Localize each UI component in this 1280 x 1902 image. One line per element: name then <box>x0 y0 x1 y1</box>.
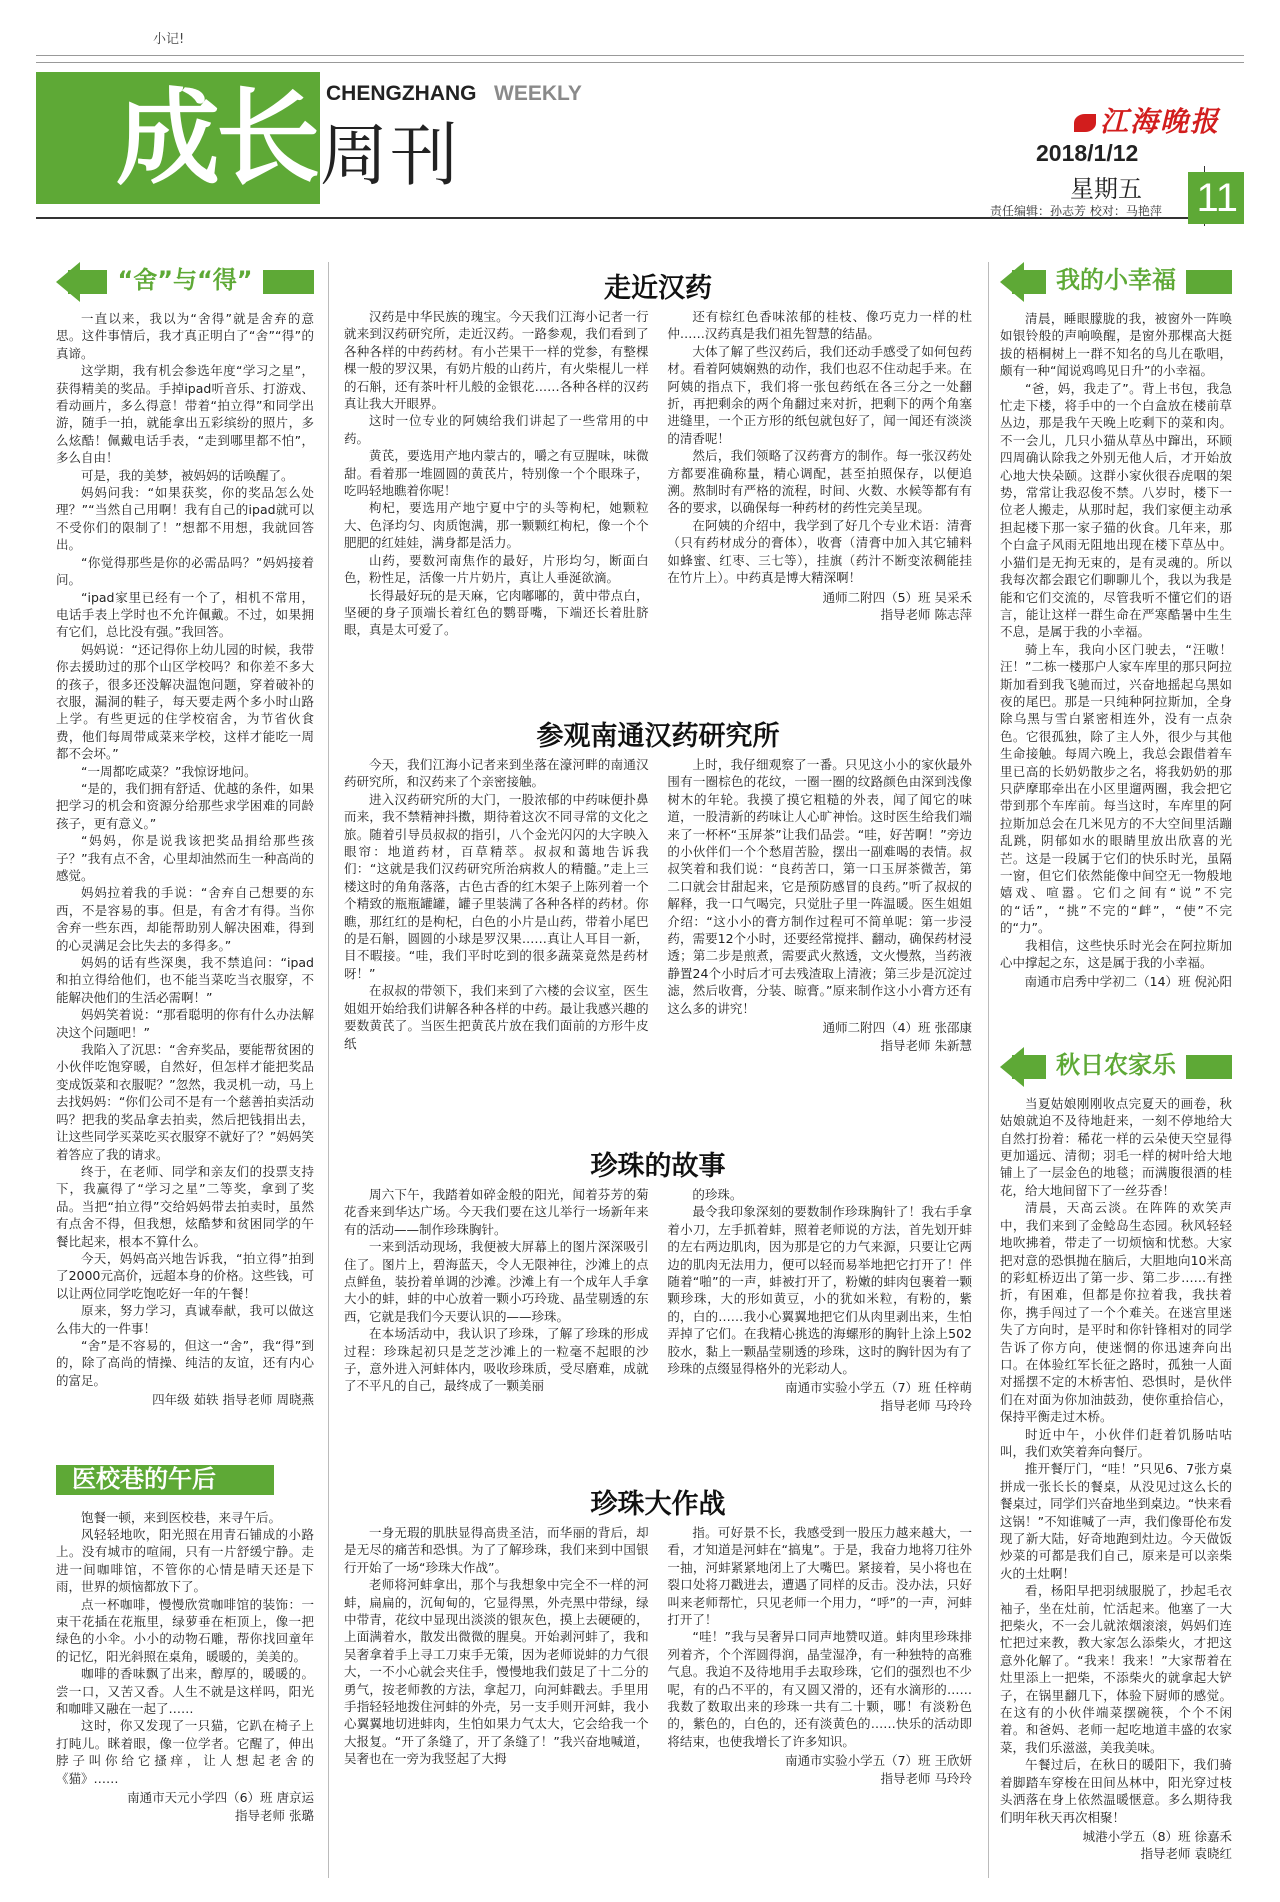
paragraph: 清晨，天高云淡。在阵阵的欢笑声中，我们来到了金鲶岛生态园。秋风轻轻地吹拂着，带走了一切烦恼和忧愁。大家把对意的恐惧抛在脑后，大胆地向10米高的彩虹桥迈出了第一步、第二步……有挫折，有困难，但都是你拉着我，我扶着你，携手闯过了一个个难关。在迷宫里迷失了方向时，是平时和你针锋相对的同学告诉了你方向，使迷惘的你迅速奔向出口。在体验红军长征之路时，孤独一人面对摇摆不定的木桥害怕、恐惧时，是伙伴们在对面为你加油鼓劲，使你重拾信心，保持平衡走过木桥。 <box>1000 1200 1232 1425</box>
paragraph: 推开餐厅门，“哇！”只见6、7张方桌拼成一张长长的餐桌，从没见过这么长的餐桌过，同学们兴奋地坐到桌边。“快来看这锅！”不知谁喊了一声，我们像哥伦布发现了新大陆，好奇地跑到灶边。今天做饭炒菜的可都是我们自己，原来是可以亲柴火的土灶啊！ <box>1000 1461 1232 1581</box>
paragraph: 最令我印象深刻的要数制作珍珠胸针了！我右手拿着小刀，左手抓着蚌，照着老师说的方法，首先划开蚌的左右两边肌肉，因为那是它的力气来源，只要让它两边的肌肉无法用力，便可以轻而易举地把它打开了！伴随着“啪”的一声，蚌被打开了，粉嫩的蚌肉包裹着一颗颗珍珠，大的形如黄豆，小的犹如米粒，有粉的，紫的，白的……我小心翼翼地把它们从肉里剥出来，生怕弄掉了它们。在我精心挑选的海螺形的胸针上涂上502胶水，黏上一颗晶莹剔透的珍珠，这时的胸针因为有了珍珠的点缀显得格外的光彩动人。 <box>667 1204 972 1377</box>
paragraph: 点一杯咖啡，慢慢欣赏咖啡馆的装饰：一束干花插在花瓶里，绿萝垂在柜顶上，像一把绿色的小伞。小小的动物石雕，帮你找回童年的记忆，阳光斜照在桌角，暖暖的，美美的。 <box>56 1596 314 1664</box>
left-column <box>56 262 314 1824</box>
paragraph: 还有棕红色香味浓郁的桂枝、像巧克力一样的杜仲……汉药真是我们祖先智慧的结晶。 <box>667 309 972 342</box>
article-body-right <box>667 1524 972 1787</box>
article-body-right <box>667 756 972 1054</box>
paragraph: 饱餐一顿，来到医校巷，来寻午后。 <box>81 1509 282 1525</box>
masthead-en-part2: WEEKLY <box>494 82 582 105</box>
paragraph: “舍”是不容易的，但这一“舍”，我“得”到的，除了高尚的情操、纯洁的友谊，还有内心的富足。 <box>56 1337 314 1388</box>
article-title <box>1000 1047 1232 1083</box>
article-title <box>56 262 314 298</box>
paragraph: 老师将河蚌拿出，那个与我想象中完全不一样的河蚌，扁扁的，沉甸甸的，它显得黑，外壳黑中带绿，绿中带青，花纹中显现出淡淡的银灰色，摸上去硬硬的，上面满着水，散发出微微的腥臭。开始剥河蚌了，我和吴奢拿着手上寻工刀束手无策，因为老师说蚌的力气很大，一不小心就会夹住手，慢慢地我们鼓足了十二分的勇气，按老师教的方法，拿起刀，向河蚌戳去。手里用手指轻轻地拨住河蚌的外壳，另一支手则开河蚌，我小心翼翼地切进蚌肉，生怕如果力气太大，它会给我一个大报复。“开了条缝了，开了条缝了！”我兴奋地喊道，吴奢也在一旁为我竖起了大拇 <box>344 1577 649 1767</box>
paragraph: 妈妈笑着说：“那看聪明的你有什么办法解决这个问题吧！” <box>56 1007 314 1040</box>
paragraph: 妈妈问我：“如果获奖，你的奖品怎么处理？”“当然自己用啊！我有自己的ipad就可以不受你们的限制了！”想都不用想，我就回答出。 <box>56 485 314 553</box>
section-title-nongjiale <box>1000 1047 1232 1083</box>
newspaper-logo-icon <box>1074 114 1096 132</box>
paragraph: 当夏姑娘刚刚收点完夏天的画卷，秋姑娘就迫不及待地赶来，一刻不停地给大自然打扮着：稀花一样的云朵使天空显得更加遥远、清彻；羽毛一样的树叶给大地铺上了一层金色的地毯；而满腹很酒的桂花，给大地间留下了一丝芬香！ <box>1000 1095 1232 1198</box>
paragraph: 然后，我们领略了汉药膏方的制作。每一张汉药处方都要准确称量，精心调配，甚至拍照保存，以便追溯。熬制时有严格的流程，时间、火数、水候等都有有各的要求，以确保每一种药材的药性完美呈现。 <box>667 448 972 516</box>
paragraph: 今天，妈妈高兴地告诉我，“拍立得”拍到了2000元高价，远超本身的价格。这些钱，可以让两位同学吃饱吃好一年的午餐！ <box>56 1250 314 1301</box>
paragraph: 这学期，我有机会参选年度“学习之星”，获得精美的奖品。手掉ipad听音乐、打游戏、看动画片，多么得意！带着“拍立得”和同学出游，随手一拍，就能拿出五彩缤纷的照片，多么炫酷！佩戴电话手表，“走到哪里都不怕”，多么自由！ <box>56 363 314 466</box>
article-body <box>56 310 314 1389</box>
section-title-xiaoxingfu <box>1000 262 1232 298</box>
masthead-brand: 成长 <box>116 77 317 199</box>
article-signature: 四年级 茹轶 指导老师 周晓燕 <box>152 1392 314 1408</box>
article-body <box>56 1509 314 1788</box>
masthead-en-part1: CHENGZHANG <box>326 82 477 105</box>
masthead <box>36 72 1244 219</box>
article-body-left <box>344 1524 649 1787</box>
paragraph: “ipad家里已经有一个了，相机不常用，电话手表上学时也不允许佩戴。不过，如果拥有它们，总比没有强。”我回答。 <box>56 589 314 640</box>
article-body-right <box>667 308 972 639</box>
paragraph: 妈妈的话有些深奥，我不禁追问：“ipad和拍立得给他们，也不能当菜吃当衣服穿，不能解决他们的生活必需啊！” <box>56 955 314 1005</box>
paragraph: “爸，妈，我走了”。背上书包，我急忙走下楼，将手中的一个白盒放在楼前草丛边，那是我午天晚上吃剩下的菜和肉。不一会儿，几只小猫从草丛中蹿出，环顾四周确认除我之外别无他人后，才开始放心地大快朵颐。这群小家伙很吞虎咽的架势，常常让我忍俊不禁。八岁时，楼下一位老人搬走，从那时起，我们家便主动承担起楼下那一家子猫的伙食。几年来，那个白盒子风雨无阻地出现在楼下草丛中。小猫们是无拘无束的，是有灵魂的。所以我每次都会跟它们聊聊儿个，我以为我是能和它们交流的，尽管我听不懂它们的语言，能让这样一群生命在严寒酷暑中生生不息，是属于我的小幸福。 <box>1000 380 1232 640</box>
article-canguan <box>344 710 972 1140</box>
article-signature: 通师二附四（4）班 张邵康 指导老师 朱新慧 <box>822 1020 972 1053</box>
paragraph: 周六下午，我踏着如碎金般的阳光，闻着芬芳的菊花香来到华达广场。今天我们要在这儿举行一场新年来有的活动——制作珍珠胸针。 <box>344 1187 649 1237</box>
article-columns <box>344 1524 972 1787</box>
issue-date: 2018/1/12 <box>1036 140 1139 166</box>
article-title <box>56 1461 314 1497</box>
editor-line: 责任编辑：孙志芳 校对：马艳萍 <box>990 204 1162 218</box>
section-title-sheyude <box>56 262 314 298</box>
article-body-left <box>344 1186 649 1414</box>
column-divider-right <box>988 262 989 1878</box>
masthead-subtitle: 周刊 <box>320 117 461 196</box>
article-title-text: 我的小幸福 <box>1046 266 1186 294</box>
article-title: 走近汉药 <box>604 273 712 304</box>
article-body-right-text <box>667 1186 972 1377</box>
article-body-right-text <box>667 756 972 1017</box>
article-signature: 通师二附四（5）班 吴采禾 指导老师 陈志萍 <box>822 589 972 622</box>
article-body-left <box>344 308 649 639</box>
article-title-text: “舍”与“得” <box>107 266 262 294</box>
paragraph: 枸杞，要选用产地宁夏中宁的头等枸杞，她颗粒大、色泽均匀、肉质饱满，那一颗颗红枸杞，像一个个肥肥的红娃娃，满身都是活力。 <box>344 500 649 551</box>
column-divider-left <box>328 262 329 1878</box>
article-signature: 城港小学五（8）班 徐嘉禾 指导老师 袁晓红 <box>1082 1828 1232 1862</box>
paragraph: 今天，我们江海小记者来到坐落在濠河畔的南通汉药研究所，和汉药来了个亲密接触。 <box>344 757 649 790</box>
paragraph: 在本场活动中，我认识了珍珠，了解了珍珠的形成过程：珍珠起初只是芝芝沙滩上的一粒毫不起眼的沙子，意外进入河蚌体内，吸收珍珠质，受尽磨难，成就了不平凡的自己，最终成了一颗美丽 <box>344 1326 649 1394</box>
paragraph: 咖啡的香味飘了出来，醇厚的，暖暖的。尝一口，又苦又香。人生不就是这样吗，阳光和咖啡又融在一起了…… <box>56 1666 314 1717</box>
paragraph: 时近中午，小伙伴们赶着饥肠咕咕叫，我们欢笑着奔向餐厅。 <box>1000 1426 1232 1459</box>
paragraph: 黄芪，要选用产地内蒙古的，嚼之有豆腥味，味微甜。看着那一堆圆圆的黄芪片，特别像一个个眼珠子，吃吗轻地瞧着你呢！ <box>344 448 649 499</box>
paragraph: 午餐过后，在秋日的暖阳下，我们骑着脚踏车穿梭在田间丛林中，阳光穿过枝头洒落在身上依然温暖惬意。多么期待我们明年秋天再次相聚！ <box>1000 1757 1232 1825</box>
article-columns <box>344 756 972 1054</box>
newspaper-name: 江海晚报 <box>1099 105 1220 138</box>
header-note: 小记! <box>153 32 185 47</box>
paragraph: 的珍珠。 <box>692 1187 743 1202</box>
article-title: 珍珠大作战 <box>590 1489 726 1520</box>
paragraph: 这时，你又发现了一只猫，它趴在椅子上打盹儿。眯着眼，像一位学者。它醒了，伸出脖子叫你给它搔痒，让人想起老舍的《猫》…… <box>56 1718 314 1786</box>
article-body <box>1000 1095 1232 1826</box>
paragraph: 一身无瑕的肌肤显得高贵圣洁，而华丽的背后，却是无尽的痛苦和恐惧。为了了解珍珠，我们来到中国银行开始了一场“珍珠大作战”。 <box>344 1525 649 1575</box>
paragraph: “哇！”我与吴奢异口同声地赞叹道。蚌肉里珍珠排列着齐，个个浑圆得润，晶莹湿净，有一种独特的高雅气息。我迫不及待地用手去取珍珠，它们的强烈也不少呢，有的凸不平的，有又圆又滑的，还有水滴形的……我数了数取出来的珍珠一共有二十颗，哪！有淡粉色的，紫色的，白色的，还有淡黄色的……快乐的活动即将结束，也使我增长了许多知识。 <box>667 1629 972 1749</box>
paragraph: 风轻轻地吹，阳光照在用青石铺成的小路上。没有城市的喧闹，只有一片舒缓宁静。走进一间咖啡馆，不管你的心情是晴天还是下雨，世界的烦恼都放下了。 <box>56 1527 314 1595</box>
paragraph: 妈妈拉着我的手说：“舍弃自己想要的东西，不是容易的事。但是，有舍才有得。当你舍弃一些东西，却能帮助别人解决困难，得到的心灵满足会比失去的多得多。” <box>56 885 314 953</box>
paragraph: “你觉得那些是你的必需品吗？”妈妈接着问。 <box>56 554 314 588</box>
article-title: 参观南通汉药研究所 <box>536 721 780 752</box>
section-title-yixiaoxiang <box>56 1461 314 1497</box>
paragraph: 清晨，睡眼朦胧的我，被窗外一阵唤如银铃般的声响唤醒，是窗外那棵高大挺拔的梧桐树上一群不知名的鸟儿在歌唱，颇有一种“闻说鸡鸣见日升”的小幸福。 <box>1000 311 1232 379</box>
paragraph: 这时一位专业的阿姨给我们讲起了一些常用的中药。 <box>344 413 649 446</box>
paragraph: 可是，我的美梦，被妈妈的话唤醒了。 <box>81 467 294 483</box>
right-column <box>1000 262 1232 1863</box>
paragraph: 在叔叔的带领下，我们来到了六楼的会议室，医生姐姐开始给我们讲解各种各样的中药。最让我感兴趣的要数黄芪了。当医生把黄芪片放在我们面前的方形牛皮纸 <box>344 983 649 1051</box>
paragraph: 原来，努力学习，真诚奉献，我可以做这么伟大的一件事！ <box>56 1303 314 1336</box>
article-title-text: 秋日农家乐 <box>1046 1051 1186 1079</box>
paragraph: 看，杨阳早把羽绒服脱了，抄起毛衣袖子，坐在灶前，忙活起来。他塞了一大把柴火，不一会儿就浓烟滚滚，妈妈们连忙把过来教，教大家怎么添柴火，才把这意外化解了。“我来！我来！”大家帮着在灶里添上一把柴，不添柴火的就拿起大铲子，在锅里翻几下，体验下厨师的感觉。在这有的小伙伴端菜摆碗筷，个个不闲着。和爸妈、老师一起吃地道丰盛的农家菜，我们乐滋滋，美我美味。 <box>1000 1583 1232 1755</box>
paragraph: 山药，要数河南焦作的最好，片形均匀，断面白色，粉性足，活像一片片奶片，真让人垂涎欲滴。 <box>344 552 649 586</box>
article-signature: 南通市实验小学五（7）班 任梓萌 指导老师 马玲玲 <box>785 1380 972 1413</box>
paragraph: 大体了解了些汉药后，我们还动手感受了如何包药材。看着阿姨娴熟的动作，我们也忍不住动起手来。在阿姨的指点下，我们将一张包药纸在各三分之一处翻折，再把剩余的两个角翻过来对折，把剩下的两个角塞进缝里，一个正方形的纸包就包好了，闻一闻还有淡淡的清香呢！ <box>667 343 972 446</box>
paragraph: 妈妈说：“还记得你上幼儿园的时候，我带你去援助过的那个山区学校吗？和你差不多大的孩子，很多还没解决温饱问题，穿着破补的衣服，漏洞的鞋子，每天要走两个多小时山路上学。有些更远的住学校宿舍，为节省伙食费，他们每周带咸菜来学校，这样才能吃一周都不会坏。” <box>56 641 314 762</box>
newspaper-logo <box>1074 100 1220 140</box>
page-number: 11 <box>1196 176 1238 220</box>
paragraph: “是的，我们拥有舒适、优越的条件，如果把学习的机会和资源分给那些求学困难的同龄孩子，更有意义。” <box>56 780 314 831</box>
article-title-text: 医校巷的午后 <box>72 1464 216 1493</box>
paragraph: 在阿姨的介绍中，我学到了好几个专业术语：清膏（只有药材成分的膏体），收膏（清膏中加入其它辅料如蜂蜜、红枣、三七等），挂旗（药汁不断变浓稠能挂在竹片上）。中药真是博大精深啊！ <box>667 517 972 586</box>
article-columns <box>344 308 972 639</box>
article-zhenzhu-gushi <box>344 1140 972 1470</box>
paragraph: “一周都吃咸菜？”我惊讶地问。 <box>81 763 257 779</box>
article-body-right <box>667 1186 972 1414</box>
article-title: 珍珠的故事 <box>590 1151 726 1182</box>
article-body <box>1000 310 1232 971</box>
paragraph: 我相信，这些快乐时光会在阿拉斯加心中撑起之东，这是属于我的小幸福。 <box>1000 937 1232 971</box>
paragraph: 一来到活动现场，我便被大屏幕上的图片深深吸引住了。图片上，碧海蓝天，令人无限神往，沙滩上的点点鲜鱼，装扮着单调的沙滩。沙滩上有一个成年人手拿大小的蚌，蚌的中心放着一颗小巧玲珑、晶莹剔透的东西，它就是我们今天要认识的——珍珠。 <box>344 1239 649 1324</box>
article-body-right-text <box>667 308 972 587</box>
paragraph: 上时，我仔细观察了一番。只见这小小的家伙最外围有一圈棕色的花纹，一圈一圈的纹路颜色由深到浅像树木的年轮。我摸了摸它粗糙的外表，闻了闻它的味道，一股清新的药味让人心旷神怡。这时医生给我们端来了一杯杯“玉屏茶”让我们品尝。“哇，好苦啊！”旁边的小伙伴们一个个愁眉苦脸，摆出一副难喝的表情。叔叔笑着和我们说：“良药苦口，第一口玉屏茶微苦，第二口就会甘甜起来，它是预防感冒的良药。”听了叔叔的解释，我一口气喝完，只觉肚子里一阵温暖。医生姐姐介绍：“这小小的膏方制作过程可不简单呢：第一步浸药，需要12个小时，还要经常搅拌、翻动，确保药材浸透；第二步是煎煮，需要武火熬透，文火慢熬，当药液静置24个小时后才可去残渣取上清液；第三步是沉淀过滤，然后收膏，分装、晾膏。”原来制作这小小膏方还有这么多的讲究！ <box>667 757 972 1016</box>
paragraph: 指。可好景不长，我感受到一股压力越来越大，一看，才知道是河蚌在“搞鬼”。于是，我奋力地将刀往外一抽，河蚌紧紧地闭上了大嘴巴。紧接着，吴小将也在裂口处将刀戳进去，遭遇了同样的反击。没办法，只好叫来老师帮忙，只见老师一个用力，“呼”的一声，河蚌打开了！ <box>667 1525 972 1628</box>
top-rule <box>36 55 1244 63</box>
article-signature: 南通市实验小学五（7）班 王欣妍 指导老师 马玲玲 <box>785 1753 972 1786</box>
issue-weekday: 星期五 <box>1070 175 1142 203</box>
paragraph: 一直以来，我以为“舍得”就是舍弃的意思。这件事情后，我才真正明白了“舍”“得”的真谛。 <box>56 311 314 361</box>
paragraph: 汉药是中华民族的瑰宝。今天我们江海小记者一行就来到汉药研究所，走近汉药。一路参观，我们看到了各种各样的中药药材。有小芒果干一样的党参，有整棵棵一般的罗汉果，有奶片般的山药片，有火柴棍儿一样的石斛，还有茶叶杆儿般的金银花……各种各样的汉药真让我大开眼界。 <box>344 309 649 412</box>
article-zhenzhu-dazuozhan <box>344 1478 972 1888</box>
article-columns <box>344 1186 972 1414</box>
article-zoujinhanyao <box>344 262 972 702</box>
paragraph: 进入汉药研究所的大门，一股浓郁的中药味便扑鼻而来，我不禁精神抖擞，期待着这次不同寻常的文化之旅。随着引导员叔叔的指引，八个金光闪闪的大字映入眼帘：地道药材，百草精萃。叔叔和蔼地告诉我们：“这就是我们汉药研究所治病救人的精髓。”走上三楼这时的角角落落，古色古香的红木架子上陈列着一个个精致的瓶瓶罐罐，罐子里装满了各种各样的药材。你瞧，那红红的是枸杞，白色的小片是山药，带着小尾巴的是石斛，圆圆的小球是罗汉果……真让人耳目一新，目不暇接。“哇，我们平时吃到的很多蔬菜竟然是药材呀！” <box>344 791 649 981</box>
paragraph: 长得最好玩的是天麻，它肉嘟嘟的，黄中带点白，坚硬的身子顶端长着红色的鹦哥嘴，下端还长着肚脐眼，真是太可爱了。 <box>344 587 649 638</box>
article-signature: 南通市启秀中学初二（14）班 倪沁阳 <box>1024 974 1232 990</box>
article-title <box>1000 262 1232 298</box>
paragraph: “妈妈，你是说我该把奖品捐给那些孩子？”我有点不舍，心里却油然而生一种高尚的感觉。 <box>56 833 314 883</box>
paragraph: 骑上车，我向小区门驶去，“汪嗷！汪！”二栋一楼那户人家车库里的那只阿拉斯加看到我飞驰而过，兴奋地摇起乌黑如夜的尾巴。那是一只纯种阿拉斯加，全身除乌黑与雪白紧密相连外，没有一点杂色。它很孤独，除了主人外，很少与其他生命接触。每周六晚上，我总会跟借着车里已高的长奶奶散步之名，将我奶奶的那只萨摩耶牵出在小区里遛两圈，我会把它带到那个车库前。每当这时，车库里的阿拉斯加总会在几米见方的不大空间里活蹦乱跳，阴郁如水的眼睛里放出欣喜的光芒。这是一段属于它们的快乐时光，虽隔一窗，但它们依然能像中间空无一物般地嬉戏、喧嚣。它们之间有“说”不完的“话”，“挑”不完的“衅”，“使”不完的“力”。 <box>1000 641 1232 936</box>
article-body-right-text <box>667 1524 972 1750</box>
article-signature: 南通市天元小学四（6）班 唐京运 指导老师 张璐 <box>127 1790 314 1823</box>
paragraph: 我陷入了沉思：“舍弃奖品，要能帮贫困的小伙伴吃饱穿暖，自然好，但怎样才能把奖品变成饭菜和衣服呢？”忽然，我灵机一动，马上去找妈妈：“你们公司不是有一个慈善拍卖活动吗？把我的奖品拿去拍卖，然后把钱捐出去，让这些同学买菜吃买衣服穿不就好了？”妈妈笑着答应了我的请求。 <box>56 1042 314 1162</box>
article-body-left <box>344 756 649 1054</box>
paragraph: 终于，在老师、同学和亲友们的投票支持下，我赢得了“学习之星”二等奖，拿到了奖品。当把“拍立得”交给妈妈带去拍卖时，虽然有点舍不得，但我想，炫酷梦和贫困同学的午餐比起来，根本不算什么。 <box>56 1163 314 1249</box>
